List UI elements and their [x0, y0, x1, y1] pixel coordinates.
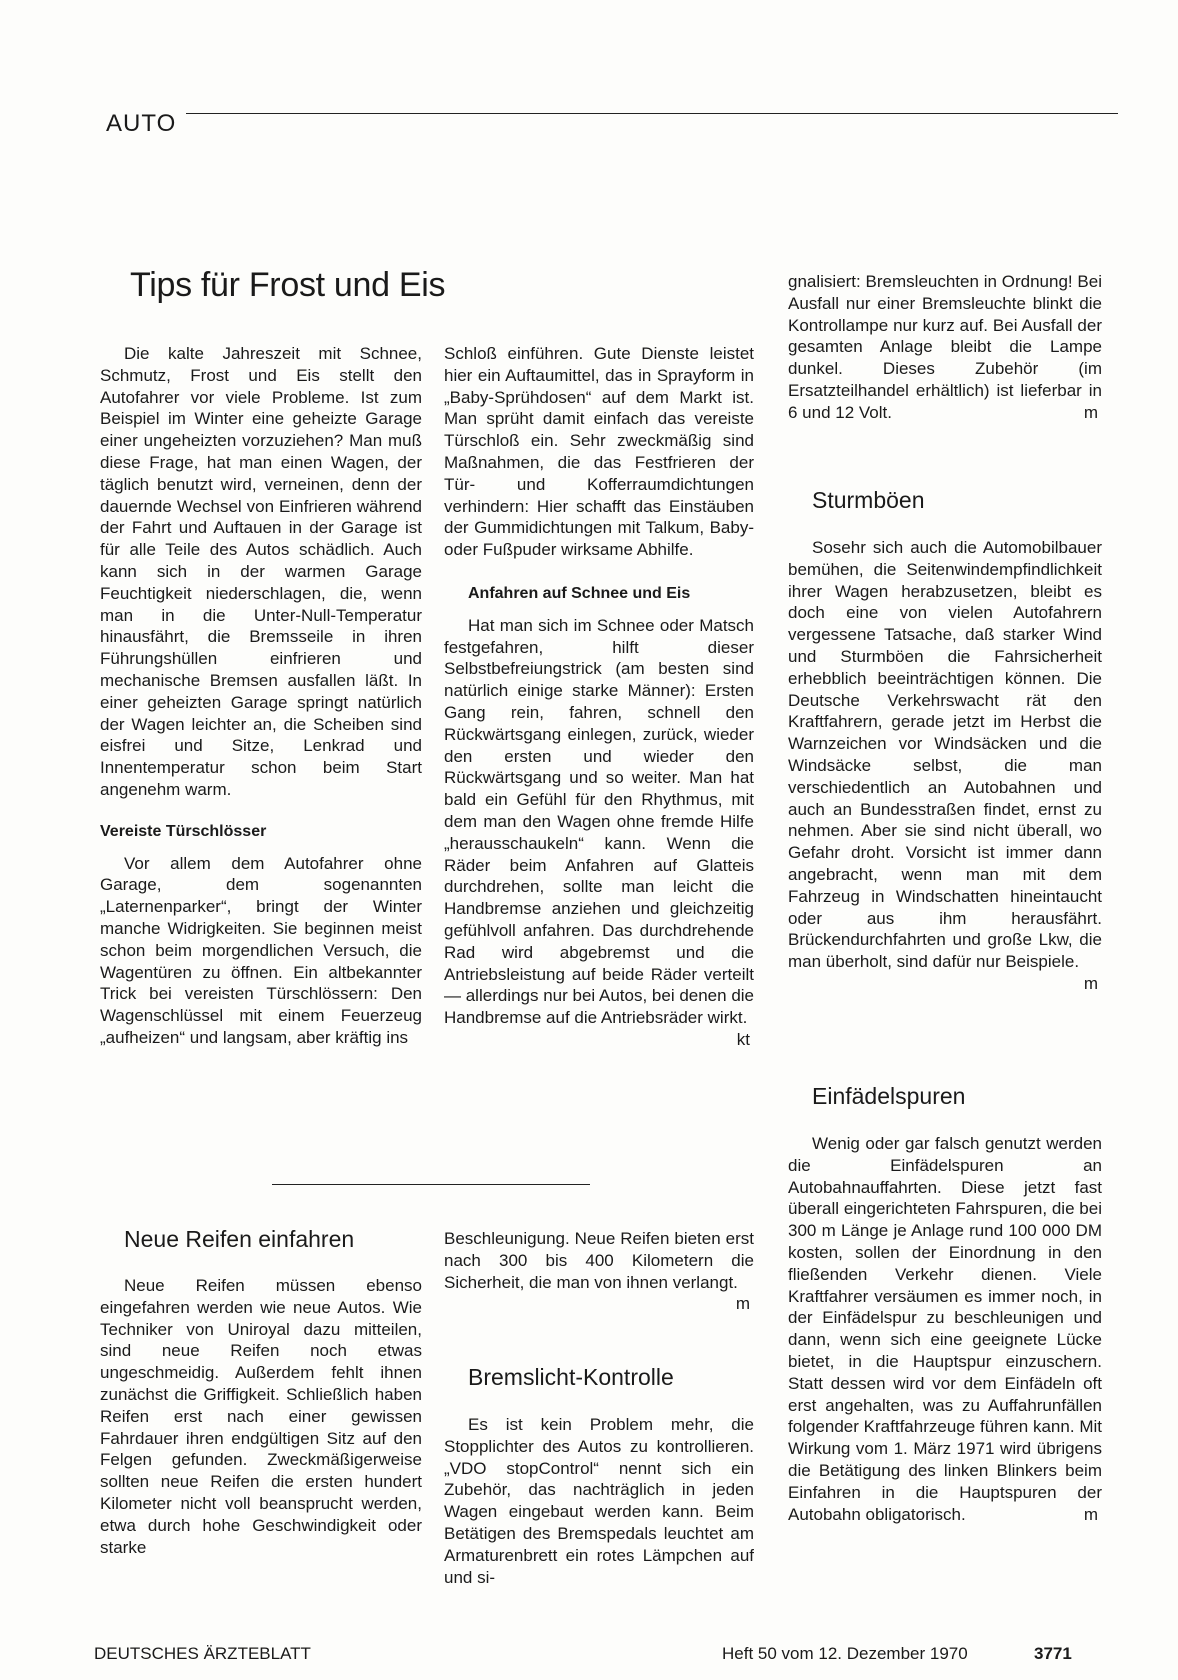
signature-kt: kt	[736, 1029, 750, 1049]
reifen-column-2	[444, 1228, 754, 1315]
section-label: AUTO	[106, 110, 177, 137]
header-rule	[186, 113, 1118, 114]
einfaedel-column	[788, 1133, 1102, 1525]
bremslicht-column	[444, 1414, 754, 1588]
frost-column-1	[100, 343, 422, 1049]
bremslicht-continuation	[788, 271, 1102, 424]
frost-paragraph-1: Die kalte Jahreszeit mit Schnee, Schmutz, Frost und Eis stellt den Autofahrer vor viele Probleme. Ist zum Beispiel im Winter eine geheizte Garage einer ungeheizten vorzuziehen? Man muß diese Frage, hat man einen Wagen, der täglich benutzt wird, verneinen, denn der dauernde Wechsel von Einfrieren während der Fahrt und Auftauen in der Garage ist für alle Teile des Autos schädlich. Auch kann sich in der warmen Garage Feuchtigkeit niederschlagen, die, wenn man in die Unter-Null-Temperatur hinausfährt, die Bremsseile in ihren Führungshüllen einfrieren und mechanische Bremsen ausfallen läßt. In einer geheizten Garage springt natürlich der Wagen leichter an, die Scheiben sind eisfrei und Sitze, Lenkrad und Innentemperatur schon beim Start angenehm warm.	[100, 344, 422, 799]
section-divider	[272, 1184, 590, 1185]
footer-page-number: 3771	[1034, 1644, 1072, 1663]
article-title-reifen: Neue Reifen einfahren	[124, 1226, 355, 1252]
frost-column-2	[444, 343, 754, 1051]
footer-issue: Heft 50 vom 12. Dezember 1970	[722, 1644, 968, 1663]
frost-paragraph-2: Vor allem dem Autofahrer ohne Garage, dem sogenannten „Laternenparker“, bringt der Winter manche Widrigkeiten. Sie beginnen meist schon beim morgendlichen Versuch, die Wagentüren zu öffnen. Ein altbekannter Trick bei vereisten Türschlössern: Den Wagenschlüssel mit einem Feuerzeug „aufheizen“ und langsam, aber kräftig ins	[100, 853, 422, 1047]
article-reifen	[124, 1226, 444, 1253]
frost-paragraph-3: Schloß einführen. Gute Dienste leistet hier ein Auftaumittel, das in Sprayform in „Baby-Sprühdosen“ auf dem Markt ist. Man sprüht damit einfach das vereiste Türschloß ein. Sehr zweckmäßig sind Maßnahmen, die das Festfrieren der Tür- und Kofferraumdichtungen verhindern: Hier schafft das Einstäuben der Gummidichtungen mit Talkum, Baby- oder Fußpuder wirksame Abhilfe.	[444, 344, 754, 560]
signature-reifen: m	[735, 1294, 750, 1314]
article-title-sturm: Sturmböen	[812, 487, 925, 513]
frost-paragraph-4: Hat man sich im Schnee oder Matsch festgefahren, hilft dieser Selbstbefreiungstrick (am besten sind natürlich einige starke Männer): Ersten Gang rein, fahren, schnell den Rückwärtsgang einlegen, zurück, wieder den ersten und wieder den Rückwärtsgang und so weiter. Man hat bald ein Gefühl für den Rhythmus, mit dem man den Wagen ohne fremde Hilfe „herausschaukeln“ kann. Wenn die Räder beim Anfahren auf Glatteis durchdrehen, sollte man leicht die Handbremse anziehen und gleichzeitig gefühlvoll anfahren. Das durchdrehende Rad wird abgebremst und die Antriebsleistung auf beide Räder verteilt — allerdings nur bei Autos, bei denen die Handbremse auf die Antriebsräder wirkt. kt	[444, 615, 754, 1049]
bremslicht-paragraph-1: Es ist kein Problem mehr, die Stopplichter des Autos zu kontrollieren. „VDO stopControl“ nennt sich ein Zubehör, das nachträglich in jeden Wagen eingebaut werden kann. Beim Betätigen des Bremspedals leuchtet am Armaturenbrett ein rotes Lämpchen auf und si-	[444, 1415, 754, 1587]
article-title-bremslicht: Bremslicht-Kontrolle	[468, 1364, 674, 1390]
signature-bremslicht: m	[1083, 402, 1098, 422]
article-title-einfaedel: Einfädelspuren	[812, 1083, 966, 1109]
signature-sturm: m	[1083, 973, 1098, 993]
sturm-paragraph: Sosehr sich auch die Automobilbauer bemühen, die Seitenwindempfindlichkeit ihrer Wagen herabzusetzen, bleibt es doch eine von vielen Autofahrern vergessene Tatsache, daß starker Wind und Sturmböen die Fahrsicherheit erhebblich beeinträchtigen können. Die Deutsche Verkehrswacht rät den Kraftfahrern, gerade jetzt im Herbst die Warnzeichen vor Windsäcken und die Windsäcke selbst, die man verschiedentlich an Autobahnen und auch an Bundesstraßen findet, ernst zu nehmen. Aber sie sind nicht überall, wo Gefahr droht. Vorsicht ist immer dann angebracht, wenn man mit dem Fahrzeug in Windschatten hineintaucht oder aus ihm herausfährt. Brückendurchfahrten und große Lkw, die man überholt, sind dafür nur Beispiele. m	[788, 538, 1102, 993]
einfaedel-paragraph: Wenig oder gar falsch genutzt werden die Einfädelspuren an Autobahnauffahrten. Diese jetzt fast überall eingerichteten Fahrspuren, die bei 300 m Länge je Anlage rund 100 000 DM kosten, sollen der Einordnung in den fließenden Verkehr dienen. Viele Kraftfahrer versäumen es immer noch, in der Einfädelspur zu beschleunigen und dann, wenn sich eine geeignete Lücke bietet, in die Hauptspur einzuschern. Statt dessen wird vor dem Einfädeln oft erst angehalten, was zu Auffahrunfällen folgender Kraftfahrzeuge führen kann. Mit Wirkung vom 1. März 1971 wird übrigens die Betätigung des linken Blinkers beim Einfahren in die Hauptspuren der Autobahn obligatorisch. m	[788, 1134, 1102, 1524]
reifen-column-1	[100, 1275, 422, 1558]
signature-einfaedel: m	[1083, 1504, 1098, 1524]
subheading-tuerschloesser: Vereiste Türschlösser	[100, 822, 267, 840]
reifen-paragraph-2: Beschleunigung. Neue Reifen bieten erst nach 300 bis 400 Kilometern die Sicherheit, die man von ihnen verlangt. m	[444, 1229, 754, 1314]
article-title-frost: Tips für Frost und Eis	[130, 266, 446, 304]
article-einfaedel	[812, 1083, 1112, 1110]
reifen-paragraph-1: Neue Reifen müssen ebenso eingefahren werden wie neue Autos. Wie Techniker von Uniroyal dazu mitteilen, sind neue Reifen noch etwas ungeschmeidig. Außerdem fehlt ihnen zunächst die Griffigkeit. Schließlich haben Reifen erst nach einer gewissen Fahrdauer ihren endgültigen Sitz auf den Felgen gefunden. Zweckmäßigerweise sollten neue Reifen die ersten hundert Kilometer nicht voll beansprucht werden, etwa durch hohe Geschwindigkeit oder starke	[100, 1276, 422, 1557]
article-sturm	[812, 487, 1112, 514]
sturm-column	[788, 537, 1102, 995]
article-bremslicht	[468, 1364, 768, 1391]
footer-journal: DEUTSCHES ÄRZTEBLATT	[94, 1644, 311, 1663]
bremslicht-paragraph-2: gnalisiert: Bremsleuchten in Ordnung! Bei Ausfall nur einer Bremsleuchte blinkt die Kontrollampe nur kurz auf. Bei Ausfall der gesamten Anlage bleibt die Lampe dunkel. Dieses Zubehör (im Ersatzteilhandel erhältlich) ist lieferbar in 6 und 12 Volt. m	[788, 272, 1102, 422]
subheading-anfahren: Anfahren auf Schnee und Eis	[468, 584, 691, 602]
